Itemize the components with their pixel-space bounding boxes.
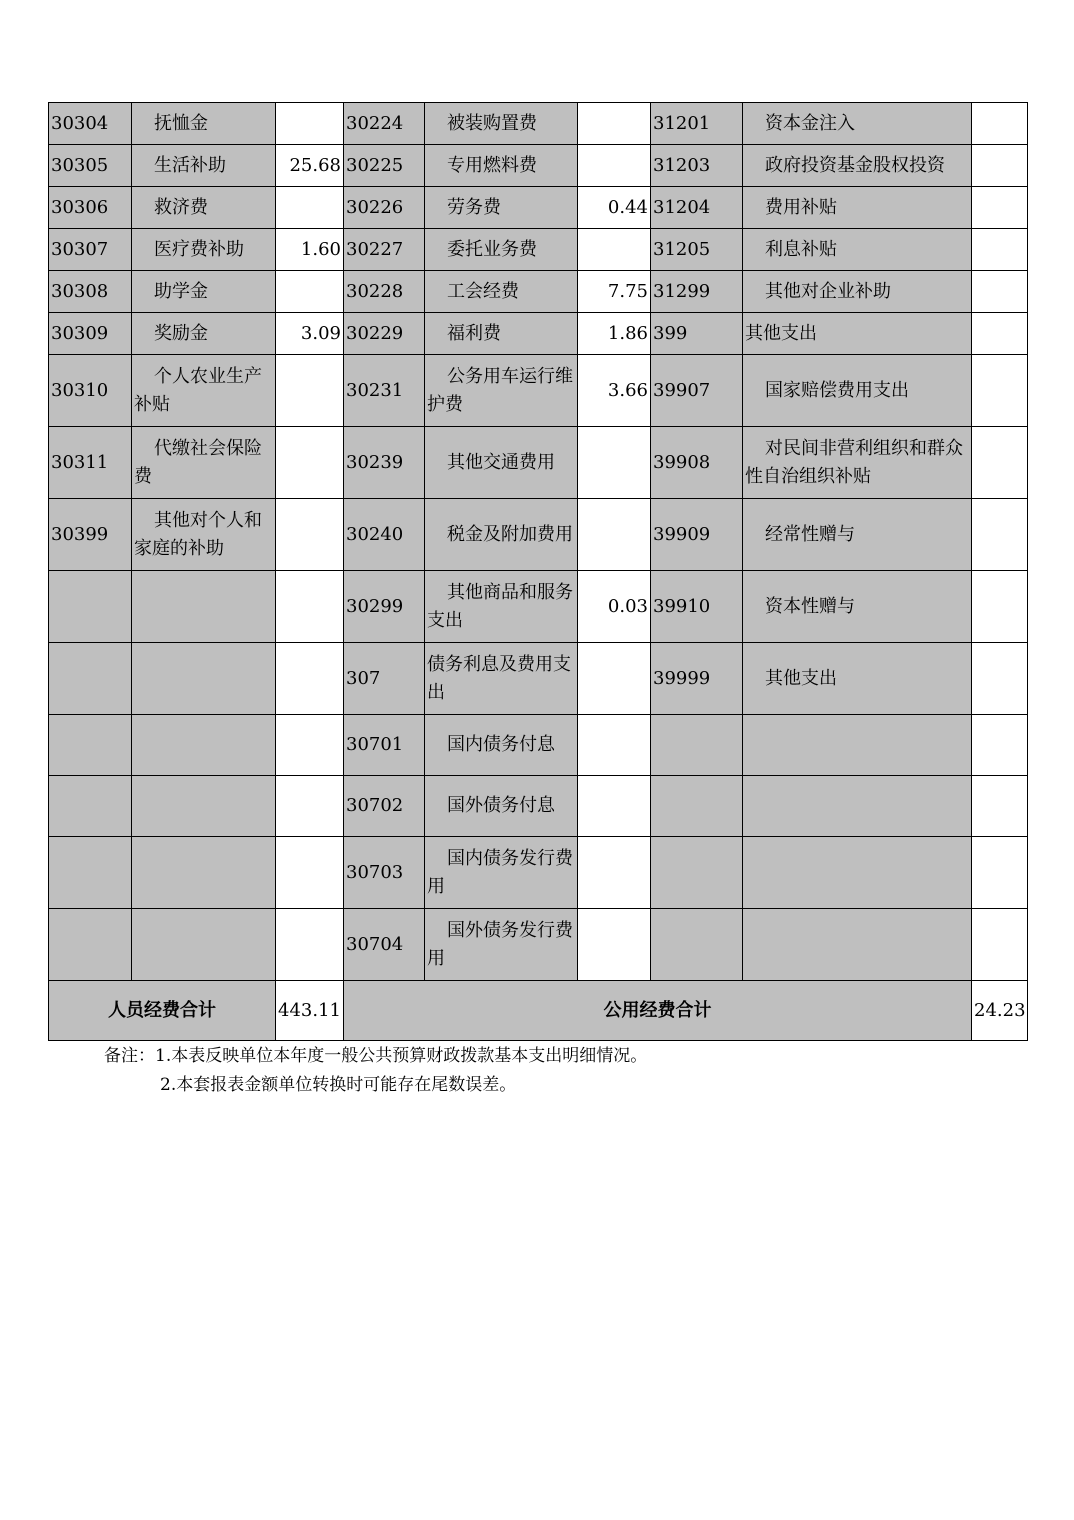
amount <box>578 715 651 776</box>
amount <box>972 909 1028 981</box>
amount: 0.03 <box>578 571 651 643</box>
econ-code: 30308 <box>49 271 132 313</box>
econ-code: 30239 <box>344 427 425 499</box>
econ-code <box>651 837 743 909</box>
econ-code: 30701 <box>344 715 425 776</box>
econ-code <box>49 776 132 837</box>
table-row <box>49 355 1028 427</box>
item-name <box>743 715 972 776</box>
amount <box>578 103 651 145</box>
item-name: 其他对企业补助 <box>743 271 972 313</box>
amount <box>578 643 651 715</box>
item-name: 国家赔偿费用支出 <box>743 355 972 427</box>
econ-code <box>49 837 132 909</box>
item-name: 其他支出 <box>743 643 972 715</box>
amount <box>276 776 344 837</box>
personnel-total-value: 443.11 <box>276 981 344 1041</box>
econ-code: 30228 <box>344 271 425 313</box>
econ-code <box>49 643 132 715</box>
item-name: 个人农业生产补贴 <box>132 355 276 427</box>
item-name <box>132 837 276 909</box>
item-name: 被装购置费 <box>425 103 578 145</box>
amount <box>972 715 1028 776</box>
table-row <box>49 313 1028 355</box>
item-name: 资本性赠与 <box>743 571 972 643</box>
amount <box>578 145 651 187</box>
item-name: 对民间非营利组织和群众性自治组织补贴 <box>743 427 972 499</box>
amount <box>276 499 344 571</box>
table-row <box>49 229 1028 271</box>
amount <box>972 499 1028 571</box>
amount <box>578 837 651 909</box>
table-row <box>49 909 1028 981</box>
amount <box>276 837 344 909</box>
table-row <box>49 776 1028 837</box>
item-name: 其他对个人和家庭的补助 <box>132 499 276 571</box>
amount <box>276 571 344 643</box>
econ-code: 30229 <box>344 313 425 355</box>
item-name <box>743 837 972 909</box>
item-name: 抚恤金 <box>132 103 276 145</box>
item-name: 国外债务发行费用 <box>425 909 578 981</box>
amount <box>972 187 1028 229</box>
econ-code: 399 <box>651 313 743 355</box>
amount <box>972 271 1028 313</box>
econ-code: 30231 <box>344 355 425 427</box>
item-name: 福利费 <box>425 313 578 355</box>
item-name: 国内债务付息 <box>425 715 578 776</box>
econ-code: 307 <box>344 643 425 715</box>
econ-code: 39907 <box>651 355 743 427</box>
econ-code: 30310 <box>49 355 132 427</box>
econ-code: 30226 <box>344 187 425 229</box>
item-name: 其他商品和服务支出 <box>425 571 578 643</box>
item-name: 代缴社会保险费 <box>132 427 276 499</box>
public-total-label: 公用经费合计 <box>344 981 972 1041</box>
item-name: 税金及附加费用 <box>425 499 578 571</box>
amount: 3.09 <box>276 313 344 355</box>
item-name: 工会经费 <box>425 271 578 313</box>
amount <box>972 103 1028 145</box>
item-name: 劳务费 <box>425 187 578 229</box>
econ-code <box>651 715 743 776</box>
table-row <box>49 715 1028 776</box>
amount <box>972 571 1028 643</box>
item-name: 公务用车运行维护费 <box>425 355 578 427</box>
table-row <box>49 427 1028 499</box>
public-total-value: 24.23 <box>972 981 1028 1041</box>
econ-code: 30304 <box>49 103 132 145</box>
item-name: 利息补贴 <box>743 229 972 271</box>
item-name <box>132 571 276 643</box>
econ-code: 30224 <box>344 103 425 145</box>
econ-code: 30299 <box>344 571 425 643</box>
amount <box>276 643 344 715</box>
item-name: 其他交通费用 <box>425 427 578 499</box>
table-row <box>49 271 1028 313</box>
item-name: 国内债务发行费用 <box>425 837 578 909</box>
econ-code: 30702 <box>344 776 425 837</box>
econ-code: 39908 <box>651 427 743 499</box>
item-name: 医疗费补助 <box>132 229 276 271</box>
econ-code: 31203 <box>651 145 743 187</box>
amount <box>578 427 651 499</box>
econ-code: 30306 <box>49 187 132 229</box>
amount <box>972 837 1028 909</box>
table-row <box>49 103 1028 145</box>
table-body <box>49 103 1028 1041</box>
amount <box>578 229 651 271</box>
item-name: 奖励金 <box>132 313 276 355</box>
amount <box>578 499 651 571</box>
amount <box>972 427 1028 499</box>
amount <box>972 643 1028 715</box>
item-name: 费用补贴 <box>743 187 972 229</box>
item-name: 助学金 <box>132 271 276 313</box>
item-name: 生活补助 <box>132 145 276 187</box>
amount <box>276 715 344 776</box>
econ-code: 31299 <box>651 271 743 313</box>
econ-code <box>49 909 132 981</box>
item-name <box>132 643 276 715</box>
econ-code: 30305 <box>49 145 132 187</box>
amount <box>276 187 344 229</box>
item-name <box>743 909 972 981</box>
amount <box>972 355 1028 427</box>
amount <box>972 776 1028 837</box>
econ-code: 30227 <box>344 229 425 271</box>
amount <box>578 909 651 981</box>
note-line-2: 2.本套报表金额单位转换时可能存在尾数误差。 <box>160 1075 517 1095</box>
amount <box>972 229 1028 271</box>
econ-code: 30307 <box>49 229 132 271</box>
amount <box>972 145 1028 187</box>
note-line-1: 备注：1.本表反映单位本年度一般公共预算财政拨款基本支出明细情况。 <box>104 1046 648 1066</box>
amount <box>276 909 344 981</box>
econ-code <box>651 909 743 981</box>
amount <box>276 355 344 427</box>
econ-code <box>49 571 132 643</box>
econ-code: 39999 <box>651 643 743 715</box>
amount <box>276 271 344 313</box>
item-name: 资本金注入 <box>743 103 972 145</box>
econ-code: 31201 <box>651 103 743 145</box>
item-name <box>132 909 276 981</box>
personnel-total-label: 人员经费合计 <box>49 981 276 1041</box>
econ-code: 30399 <box>49 499 132 571</box>
econ-code <box>49 715 132 776</box>
amount: 25.68 <box>276 145 344 187</box>
econ-code: 30240 <box>344 499 425 571</box>
table-row <box>49 643 1028 715</box>
item-name: 国外债务付息 <box>425 776 578 837</box>
amount: 7.75 <box>578 271 651 313</box>
amount: 1.86 <box>578 313 651 355</box>
totals-row <box>49 981 1028 1041</box>
table-row <box>49 499 1028 571</box>
amount: 0.44 <box>578 187 651 229</box>
econ-code: 30309 <box>49 313 132 355</box>
econ-code: 30703 <box>344 837 425 909</box>
table-row <box>49 571 1028 643</box>
amount <box>578 776 651 837</box>
table-row <box>49 187 1028 229</box>
amount: 3.66 <box>578 355 651 427</box>
item-name: 债务利息及费用支出 <box>425 643 578 715</box>
econ-code: 31205 <box>651 229 743 271</box>
econ-code: 39909 <box>651 499 743 571</box>
item-name: 委托业务费 <box>425 229 578 271</box>
table-row <box>49 837 1028 909</box>
econ-code <box>651 776 743 837</box>
notes <box>104 1042 647 1100</box>
econ-code: 31204 <box>651 187 743 229</box>
item-name: 救济费 <box>132 187 276 229</box>
amount <box>276 103 344 145</box>
econ-code: 30225 <box>344 145 425 187</box>
amount <box>276 427 344 499</box>
item-name <box>132 776 276 837</box>
item-name <box>132 715 276 776</box>
table-row <box>49 145 1028 187</box>
budget-detail-table <box>48 102 1028 1041</box>
item-name: 专用燃料费 <box>425 145 578 187</box>
item-name: 经常性赠与 <box>743 499 972 571</box>
item-name: 政府投资基金股权投资 <box>743 145 972 187</box>
econ-code: 30311 <box>49 427 132 499</box>
amount: 1.60 <box>276 229 344 271</box>
amount <box>972 313 1028 355</box>
item-name <box>743 776 972 837</box>
econ-code: 39910 <box>651 571 743 643</box>
item-name: 其他支出 <box>743 313 972 355</box>
econ-code: 30704 <box>344 909 425 981</box>
